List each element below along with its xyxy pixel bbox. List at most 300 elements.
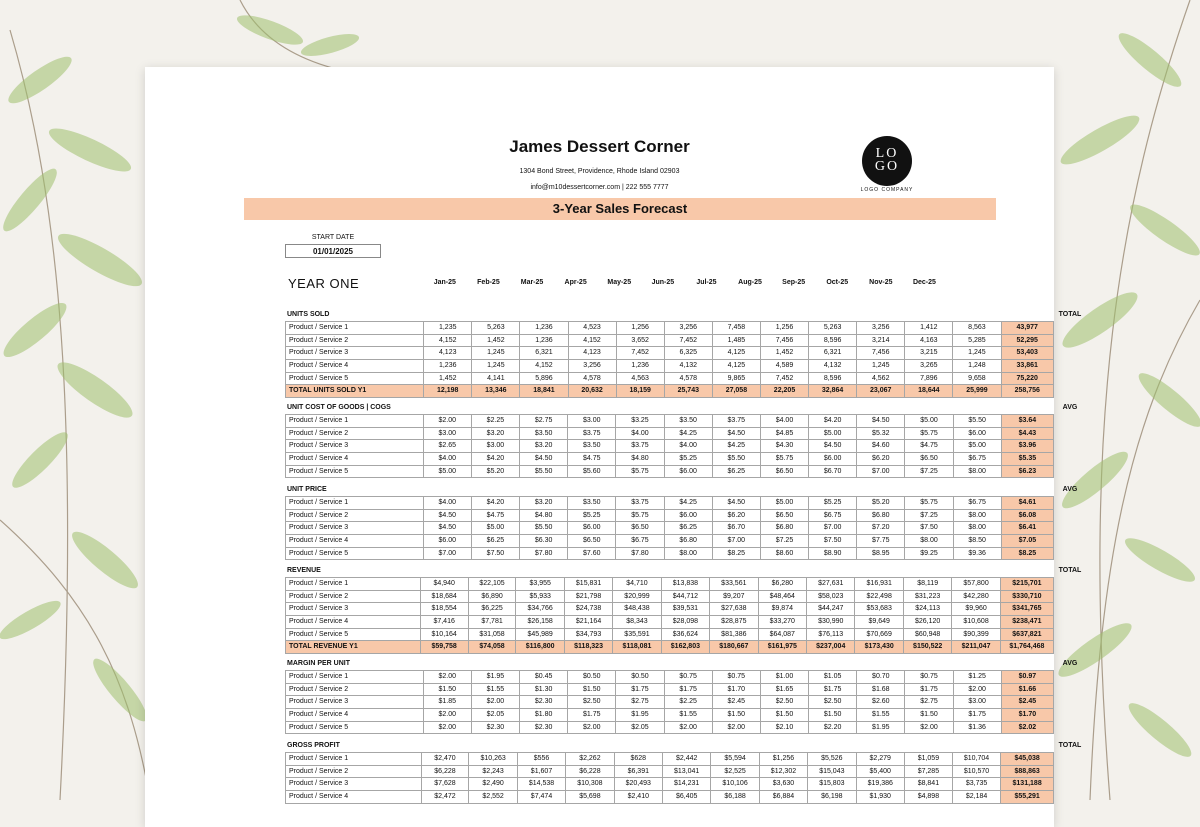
data-cell[interactable]: $6.30 — [520, 535, 568, 548]
data-cell[interactable]: $6.80 — [664, 535, 712, 548]
data-cell[interactable]: $0.75 — [712, 671, 760, 684]
data-cell[interactable]: $237,004 — [807, 641, 855, 654]
data-cell[interactable]: $5.25 — [568, 509, 616, 522]
data-cell[interactable]: $1.75 — [905, 683, 953, 696]
data-cell[interactable]: $2.05 — [471, 709, 519, 722]
data-cell[interactable]: 27,058 — [712, 385, 760, 398]
data-cell[interactable]: 1,236 — [616, 360, 664, 373]
data-cell[interactable]: $4.50 — [857, 415, 905, 428]
data-cell[interactable]: $5.00 — [423, 465, 471, 478]
data-cell[interactable]: $8.00 — [664, 547, 712, 560]
data-cell[interactable]: 7,456 — [857, 347, 905, 360]
data-cell[interactable]: $13,838 — [661, 578, 709, 591]
data-cell[interactable]: $4.50 — [520, 453, 568, 466]
data-cell[interactable]: 4,523 — [568, 322, 616, 335]
data-cell[interactable]: $5.20 — [857, 497, 905, 510]
data-cell[interactable]: 7,896 — [905, 372, 953, 385]
data-cell[interactable]: $2,243 — [469, 765, 517, 778]
data-cell[interactable]: $2.25 — [664, 696, 712, 709]
data-cell[interactable]: $2.75 — [520, 415, 568, 428]
data-cell[interactable]: $2,279 — [856, 753, 904, 766]
data-cell[interactable]: 7,458 — [712, 322, 760, 335]
data-cell[interactable]: $4.30 — [760, 440, 808, 453]
data-cell[interactable]: 4,578 — [568, 372, 616, 385]
data-cell[interactable]: $2.05 — [616, 721, 664, 734]
data-cell[interactable]: $0.50 — [616, 671, 664, 684]
data-cell[interactable]: $14,538 — [517, 778, 565, 791]
data-cell[interactable]: 3,256 — [568, 360, 616, 373]
data-cell[interactable]: $8.90 — [809, 547, 857, 560]
data-cell[interactable]: $1.75 — [616, 683, 664, 696]
data-cell[interactable]: 8,596 — [809, 334, 857, 347]
data-cell[interactable]: $5.75 — [905, 497, 953, 510]
data-cell[interactable]: $2.00 — [905, 721, 953, 734]
data-cell[interactable]: $6.50 — [760, 509, 808, 522]
data-cell[interactable]: 4,123 — [424, 347, 472, 360]
data-cell[interactable]: $39,531 — [661, 603, 709, 616]
data-cell[interactable]: $5,933 — [516, 590, 564, 603]
data-cell[interactable]: $60,948 — [903, 628, 951, 641]
data-cell[interactable]: $3.00 — [423, 427, 471, 440]
data-cell[interactable]: $161,975 — [758, 641, 806, 654]
data-cell[interactable]: $116,800 — [516, 641, 564, 654]
data-cell[interactable]: $27,631 — [807, 578, 855, 591]
data-cell[interactable]: $4.50 — [423, 522, 471, 535]
data-cell[interactable]: $3,955 — [516, 578, 564, 591]
data-cell[interactable]: $5,698 — [566, 791, 614, 804]
data-cell[interactable]: $74,058 — [468, 641, 516, 654]
data-cell[interactable]: $9,960 — [952, 603, 1000, 616]
data-cell[interactable]: $19,386 — [856, 778, 904, 791]
data-cell[interactable]: $10,608 — [952, 616, 1000, 629]
data-cell[interactable]: 1,245 — [857, 360, 905, 373]
data-cell[interactable]: $2.30 — [520, 721, 568, 734]
data-cell[interactable]: $3,735 — [952, 778, 1000, 791]
data-cell[interactable]: $5,594 — [711, 753, 759, 766]
data-cell[interactable]: 5,263 — [472, 322, 520, 335]
data-cell[interactable]: 1,452 — [472, 334, 520, 347]
data-cell[interactable]: $4.00 — [760, 415, 808, 428]
data-cell[interactable]: 4,132 — [664, 360, 712, 373]
data-cell[interactable]: $22,498 — [855, 590, 903, 603]
data-cell[interactable]: $4.85 — [760, 427, 808, 440]
data-cell[interactable]: $4.50 — [712, 497, 760, 510]
data-cell[interactable]: 4,589 — [760, 360, 808, 373]
data-cell[interactable]: $7,474 — [517, 791, 565, 804]
data-cell[interactable]: $2.75 — [905, 696, 953, 709]
data-cell[interactable]: $10,164 — [420, 628, 468, 641]
data-cell[interactable]: 1,235 — [424, 322, 472, 335]
data-cell[interactable]: $20,999 — [613, 590, 661, 603]
data-cell[interactable]: $6.00 — [664, 509, 712, 522]
data-cell[interactable]: $33,561 — [710, 578, 758, 591]
data-cell[interactable]: $1.75 — [568, 709, 616, 722]
data-cell[interactable]: 18,159 — [616, 385, 664, 398]
data-cell[interactable]: $7,285 — [904, 765, 952, 778]
data-cell[interactable]: 3,265 — [905, 360, 953, 373]
data-cell[interactable]: $5.75 — [760, 453, 808, 466]
data-cell[interactable]: 1,245 — [472, 360, 520, 373]
data-cell[interactable]: $5.50 — [520, 522, 568, 535]
data-cell[interactable]: $6.00 — [953, 427, 1001, 440]
data-cell[interactable]: $7,416 — [420, 616, 468, 629]
data-cell[interactable]: 4,563 — [616, 372, 664, 385]
data-cell[interactable]: $5.25 — [809, 497, 857, 510]
data-cell[interactable]: $2.25 — [471, 415, 519, 428]
data-cell[interactable]: $1.95 — [471, 671, 519, 684]
data-cell[interactable]: 4,152 — [424, 334, 472, 347]
data-cell[interactable]: $6,391 — [614, 765, 662, 778]
data-cell[interactable]: 4,152 — [568, 334, 616, 347]
data-cell[interactable]: $0.75 — [664, 671, 712, 684]
data-cell[interactable]: $6,225 — [468, 603, 516, 616]
data-cell[interactable]: $1.00 — [760, 671, 808, 684]
data-cell[interactable]: $173,430 — [855, 641, 903, 654]
data-cell[interactable]: $2.00 — [712, 721, 760, 734]
data-cell[interactable]: $3.25 — [616, 415, 664, 428]
data-cell[interactable]: $8.00 — [905, 535, 953, 548]
data-cell[interactable]: $3.00 — [471, 440, 519, 453]
data-cell[interactable]: $5.75 — [905, 427, 953, 440]
data-cell[interactable]: $6.80 — [857, 509, 905, 522]
data-cell[interactable]: 1,245 — [472, 347, 520, 360]
data-cell[interactable]: $9.36 — [953, 547, 1001, 560]
data-cell[interactable]: $6.00 — [568, 522, 616, 535]
data-cell[interactable]: 7,452 — [616, 347, 664, 360]
data-cell[interactable]: $3,630 — [759, 778, 807, 791]
data-cell[interactable]: $2,490 — [469, 778, 517, 791]
data-cell[interactable]: $1.50 — [568, 683, 616, 696]
data-cell[interactable]: $7.50 — [905, 522, 953, 535]
data-cell[interactable]: $4.60 — [857, 440, 905, 453]
data-cell[interactable]: $8.60 — [760, 547, 808, 560]
data-cell[interactable]: $4.20 — [471, 453, 519, 466]
data-cell[interactable]: $5.20 — [471, 465, 519, 478]
data-cell[interactable]: $4.25 — [664, 427, 712, 440]
data-cell[interactable]: 1,412 — [905, 322, 953, 335]
data-cell[interactable]: $28,875 — [710, 616, 758, 629]
data-cell[interactable]: $70,669 — [855, 628, 903, 641]
data-cell[interactable]: $6,890 — [468, 590, 516, 603]
data-cell[interactable]: 18,841 — [520, 385, 568, 398]
data-cell[interactable]: $6.50 — [616, 522, 664, 535]
data-cell[interactable]: $7.50 — [471, 547, 519, 560]
data-cell[interactable]: $6.20 — [712, 509, 760, 522]
data-cell[interactable]: 4,125 — [712, 360, 760, 373]
data-cell[interactable]: 4,141 — [472, 372, 520, 385]
data-cell[interactable]: $2.00 — [423, 415, 471, 428]
data-cell[interactable]: $4.25 — [712, 440, 760, 453]
data-cell[interactable]: $33,270 — [758, 616, 806, 629]
data-cell[interactable]: $4.80 — [616, 453, 664, 466]
data-cell[interactable]: $556 — [517, 753, 565, 766]
data-cell[interactable]: 6,325 — [664, 347, 712, 360]
data-cell[interactable]: $6.50 — [568, 535, 616, 548]
data-cell[interactable]: $9,874 — [758, 603, 806, 616]
data-cell[interactable]: 3,256 — [664, 322, 712, 335]
data-cell[interactable]: $6.75 — [953, 497, 1001, 510]
data-cell[interactable]: 4,562 — [857, 372, 905, 385]
data-cell[interactable]: $14,231 — [662, 778, 710, 791]
data-cell[interactable]: $6,884 — [759, 791, 807, 804]
data-cell[interactable]: $1,607 — [517, 765, 565, 778]
data-cell[interactable]: $10,308 — [566, 778, 614, 791]
data-cell[interactable]: $48,464 — [758, 590, 806, 603]
data-cell[interactable]: $2,552 — [469, 791, 517, 804]
data-cell[interactable]: $30,990 — [807, 616, 855, 629]
data-cell[interactable]: $4.20 — [809, 415, 857, 428]
data-cell[interactable]: $2.75 — [616, 696, 664, 709]
data-cell[interactable]: 1,452 — [424, 372, 472, 385]
data-cell[interactable]: $3.00 — [953, 696, 1001, 709]
data-cell[interactable]: $9,649 — [855, 616, 903, 629]
data-cell[interactable]: $6,228 — [566, 765, 614, 778]
data-cell[interactable]: $3.75 — [568, 427, 616, 440]
data-cell[interactable]: $1.36 — [953, 721, 1001, 734]
data-cell[interactable]: $2,410 — [614, 791, 662, 804]
data-cell[interactable]: $2.50 — [809, 696, 857, 709]
data-cell[interactable]: $3.20 — [520, 440, 568, 453]
data-cell[interactable]: $3.20 — [471, 427, 519, 440]
data-cell[interactable]: $8,343 — [613, 616, 661, 629]
data-cell[interactable]: $2.45 — [712, 696, 760, 709]
data-cell[interactable]: 4,132 — [809, 360, 857, 373]
data-cell[interactable]: 6,321 — [520, 347, 568, 360]
data-cell[interactable]: $7.25 — [905, 465, 953, 478]
data-cell[interactable]: $7.25 — [905, 509, 953, 522]
data-cell[interactable]: $10,263 — [469, 753, 517, 766]
data-cell[interactable]: $2,470 — [421, 753, 469, 766]
data-cell[interactable]: $2.00 — [953, 683, 1001, 696]
data-cell[interactable]: $45,989 — [516, 628, 564, 641]
data-cell[interactable]: $2,525 — [711, 765, 759, 778]
data-cell[interactable]: 5,896 — [520, 372, 568, 385]
data-cell[interactable]: $6.00 — [664, 465, 712, 478]
data-cell[interactable]: $8.00 — [953, 509, 1001, 522]
data-cell[interactable]: 13,346 — [472, 385, 520, 398]
data-cell[interactable]: $15,043 — [808, 765, 856, 778]
data-cell[interactable]: $5,526 — [808, 753, 856, 766]
data-cell[interactable]: $8.00 — [953, 522, 1001, 535]
data-cell[interactable]: $4.25 — [664, 497, 712, 510]
data-cell[interactable]: $76,113 — [807, 628, 855, 641]
data-cell[interactable]: $1.50 — [809, 709, 857, 722]
data-cell[interactable]: $5.00 — [760, 497, 808, 510]
data-cell[interactable]: $4,898 — [904, 791, 952, 804]
data-cell[interactable]: $4.75 — [905, 440, 953, 453]
data-cell[interactable]: $3.00 — [568, 415, 616, 428]
data-cell[interactable]: 4,578 — [664, 372, 712, 385]
data-cell[interactable]: $6.50 — [905, 453, 953, 466]
data-cell[interactable]: $4.75 — [568, 453, 616, 466]
data-cell[interactable]: $7.00 — [857, 465, 905, 478]
data-cell[interactable]: $5.60 — [568, 465, 616, 478]
data-cell[interactable]: $3.50 — [568, 440, 616, 453]
data-cell[interactable]: $1.30 — [520, 683, 568, 696]
data-cell[interactable]: 32,864 — [809, 385, 857, 398]
data-cell[interactable]: $1.68 — [857, 683, 905, 696]
data-cell[interactable]: $1,256 — [759, 753, 807, 766]
data-cell[interactable]: $2.65 — [423, 440, 471, 453]
data-cell[interactable]: $22,105 — [468, 578, 516, 591]
data-cell[interactable]: $4,710 — [613, 578, 661, 591]
data-cell[interactable]: $6.20 — [857, 453, 905, 466]
data-cell[interactable]: $3.50 — [520, 427, 568, 440]
data-cell[interactable]: $118,081 — [613, 641, 661, 654]
data-cell[interactable]: $6,198 — [808, 791, 856, 804]
data-cell[interactable]: $1.70 — [712, 683, 760, 696]
data-cell[interactable]: $44,247 — [807, 603, 855, 616]
data-cell[interactable]: 1,248 — [953, 360, 1001, 373]
data-cell[interactable]: $162,803 — [661, 641, 709, 654]
data-cell[interactable]: $5.00 — [953, 440, 1001, 453]
data-cell[interactable]: $53,683 — [855, 603, 903, 616]
data-cell[interactable]: $6.25 — [664, 522, 712, 535]
data-cell[interactable]: $4.00 — [616, 427, 664, 440]
data-cell[interactable]: $6.75 — [809, 509, 857, 522]
data-cell[interactable]: $10,106 — [711, 778, 759, 791]
data-cell[interactable]: 1,245 — [953, 347, 1001, 360]
data-cell[interactable]: $8,119 — [903, 578, 951, 591]
data-cell[interactable]: $2.00 — [423, 709, 471, 722]
data-cell[interactable]: $7.00 — [423, 547, 471, 560]
data-cell[interactable]: $6.50 — [760, 465, 808, 478]
data-cell[interactable]: $4,940 — [420, 578, 468, 591]
data-cell[interactable]: $7,628 — [421, 778, 469, 791]
data-cell[interactable]: $1.55 — [664, 709, 712, 722]
data-cell[interactable]: $7,781 — [468, 616, 516, 629]
data-cell[interactable]: $18,684 — [420, 590, 468, 603]
data-cell[interactable]: $4.20 — [471, 497, 519, 510]
data-cell[interactable]: $2.00 — [423, 721, 471, 734]
data-cell[interactable]: $1.50 — [712, 709, 760, 722]
data-cell[interactable]: 4,125 — [712, 347, 760, 360]
data-cell[interactable]: 3,214 — [857, 334, 905, 347]
data-cell[interactable]: 20,632 — [568, 385, 616, 398]
data-cell[interactable]: $44,712 — [661, 590, 709, 603]
data-cell[interactable]: $21,798 — [564, 590, 612, 603]
data-cell[interactable]: $2.00 — [471, 696, 519, 709]
data-cell[interactable]: $7.60 — [568, 547, 616, 560]
data-cell[interactable]: 12,198 — [424, 385, 472, 398]
data-cell[interactable]: $3.75 — [712, 415, 760, 428]
data-cell[interactable]: $1,930 — [856, 791, 904, 804]
data-cell[interactable]: $15,831 — [564, 578, 612, 591]
data-cell[interactable]: $150,522 — [903, 641, 951, 654]
data-cell[interactable]: $1.50 — [760, 709, 808, 722]
data-cell[interactable]: $4.75 — [471, 509, 519, 522]
data-cell[interactable]: $28,098 — [661, 616, 709, 629]
data-cell[interactable]: 9,865 — [712, 372, 760, 385]
data-cell[interactable]: $6,228 — [421, 765, 469, 778]
data-cell[interactable]: $10,570 — [952, 765, 1000, 778]
data-cell[interactable]: $21,164 — [564, 616, 612, 629]
data-cell[interactable]: $7.20 — [857, 522, 905, 535]
data-cell[interactable]: $2.20 — [809, 721, 857, 734]
data-cell[interactable]: $36,624 — [661, 628, 709, 641]
data-cell[interactable]: $2.00 — [423, 671, 471, 684]
data-cell[interactable]: $3.75 — [616, 497, 664, 510]
data-cell[interactable]: $5.50 — [953, 415, 1001, 428]
data-cell[interactable]: $16,931 — [855, 578, 903, 591]
data-cell[interactable]: 1,236 — [520, 322, 568, 335]
data-cell[interactable]: $8.95 — [857, 547, 905, 560]
data-cell[interactable]: 1,485 — [712, 334, 760, 347]
data-cell[interactable]: $27,638 — [710, 603, 758, 616]
data-cell[interactable]: $7.00 — [809, 522, 857, 535]
data-cell[interactable]: $3.50 — [664, 415, 712, 428]
data-cell[interactable]: 8,596 — [809, 372, 857, 385]
data-cell[interactable]: $64,087 — [758, 628, 806, 641]
data-cell[interactable]: 4,123 — [568, 347, 616, 360]
data-cell[interactable]: $5.50 — [712, 453, 760, 466]
data-cell[interactable]: $26,158 — [516, 616, 564, 629]
data-cell[interactable]: $628 — [614, 753, 662, 766]
data-cell[interactable]: $10,704 — [952, 753, 1000, 766]
data-cell[interactable]: $4.50 — [423, 509, 471, 522]
data-cell[interactable]: $0.70 — [857, 671, 905, 684]
data-cell[interactable]: $2.60 — [857, 696, 905, 709]
data-cell[interactable]: $4.50 — [712, 427, 760, 440]
data-cell[interactable]: 4,152 — [520, 360, 568, 373]
data-cell[interactable]: $5.32 — [857, 427, 905, 440]
data-cell[interactable]: 7,452 — [760, 372, 808, 385]
data-cell[interactable]: $2,442 — [662, 753, 710, 766]
data-cell[interactable]: $0.45 — [520, 671, 568, 684]
data-cell[interactable]: 1,256 — [760, 322, 808, 335]
data-cell[interactable]: $24,113 — [903, 603, 951, 616]
data-cell[interactable]: 4,163 — [905, 334, 953, 347]
data-cell[interactable]: $7.80 — [616, 547, 664, 560]
data-cell[interactable]: $2.30 — [520, 696, 568, 709]
data-cell[interactable]: $2.00 — [664, 721, 712, 734]
data-cell[interactable]: $35,591 — [613, 628, 661, 641]
data-cell[interactable]: $58,023 — [807, 590, 855, 603]
data-cell[interactable]: $7.00 — [712, 535, 760, 548]
data-cell[interactable]: $12,302 — [759, 765, 807, 778]
data-cell[interactable]: 3,215 — [905, 347, 953, 360]
data-cell[interactable]: 23,067 — [857, 385, 905, 398]
data-cell[interactable]: 22,205 — [760, 385, 808, 398]
data-cell[interactable]: $6.70 — [809, 465, 857, 478]
data-cell[interactable]: $1.75 — [953, 709, 1001, 722]
data-cell[interactable]: $2.50 — [760, 696, 808, 709]
data-cell[interactable]: $9.25 — [905, 547, 953, 560]
data-cell[interactable]: $15,803 — [808, 778, 856, 791]
data-cell[interactable]: $13,041 — [662, 765, 710, 778]
data-cell[interactable]: $1.55 — [857, 709, 905, 722]
data-cell[interactable]: $6,405 — [662, 791, 710, 804]
data-cell[interactable]: $2,184 — [952, 791, 1000, 804]
data-cell[interactable]: $2,262 — [566, 753, 614, 766]
data-cell[interactable]: $7.80 — [520, 547, 568, 560]
data-cell[interactable]: 7,456 — [760, 334, 808, 347]
data-cell[interactable]: $118,323 — [564, 641, 612, 654]
data-cell[interactable]: $6.00 — [423, 535, 471, 548]
data-cell[interactable]: 25,743 — [664, 385, 712, 398]
data-cell[interactable]: $18,554 — [420, 603, 468, 616]
data-cell[interactable]: $8.00 — [953, 465, 1001, 478]
data-cell[interactable]: 5,285 — [953, 334, 1001, 347]
data-cell[interactable]: $1.95 — [616, 709, 664, 722]
data-cell[interactable]: $6.80 — [760, 522, 808, 535]
data-cell[interactable]: $2.10 — [760, 721, 808, 734]
data-cell[interactable]: $1.75 — [664, 683, 712, 696]
data-cell[interactable]: $31,058 — [468, 628, 516, 641]
data-cell[interactable]: $180,667 — [710, 641, 758, 654]
data-cell[interactable]: $6.75 — [616, 535, 664, 548]
data-cell[interactable]: $8,841 — [904, 778, 952, 791]
